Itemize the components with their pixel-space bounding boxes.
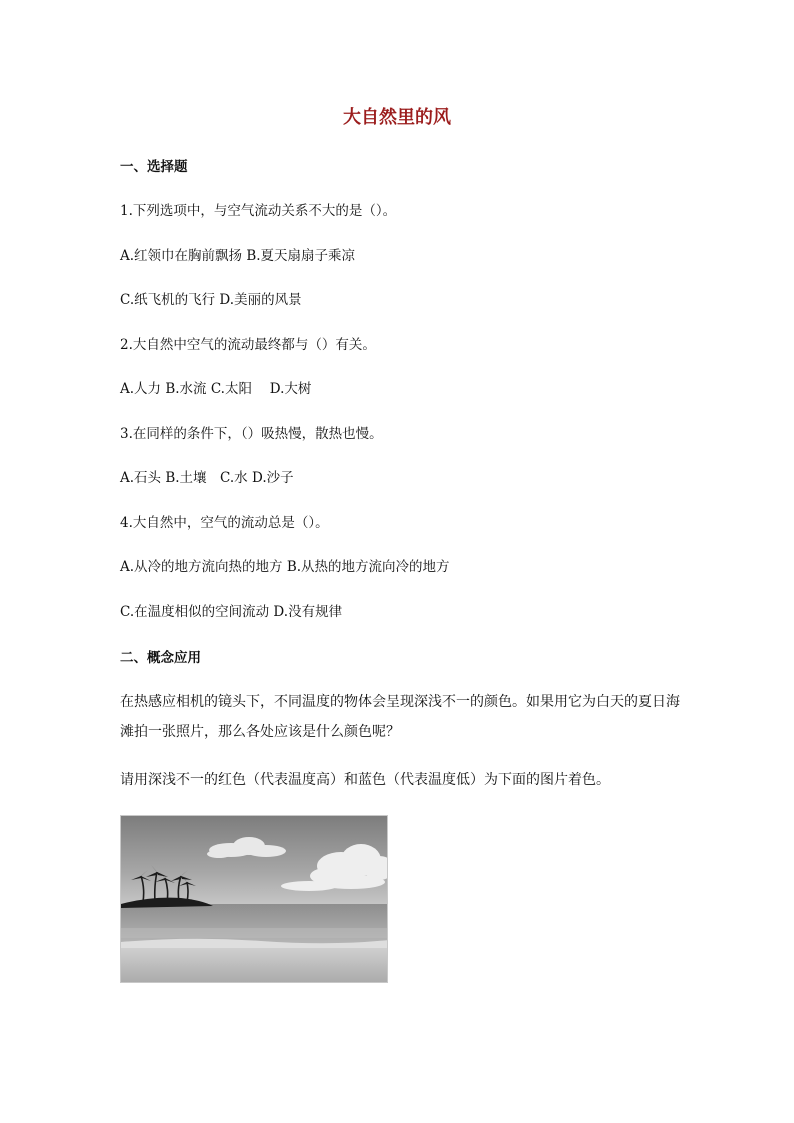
question-2-stem: 2.大自然中空气的流动最终都与（）有关。 (120, 337, 376, 353)
question-1-options-c-d: C.纸飞机的飞行 D.美丽的风景 (120, 292, 302, 308)
question-3-stem: 3.在同样的条件下，（）吸热慢，散热也慢。 (120, 426, 383, 442)
question-2-options: A.人力 B.水流 C.太阳 D.大树 (120, 381, 312, 397)
application-paragraph-2: 请用深浅不一的红色（代表温度高）和蓝色（代表温度低）为下面的图片着色。 (120, 772, 610, 788)
document-title: 大自然里的风 (343, 107, 451, 128)
question-1-options-a-b: A.红领巾在胸前飘扬 B.夏天扇扇子乘凉 (120, 248, 356, 264)
question-4-stem: 4.大自然中，空气的流动总是（）。 (120, 515, 329, 531)
beach-photo-illustration (121, 816, 388, 983)
section-heading-choice: 一、选择题 (120, 159, 188, 175)
question-1-stem: 1.下列选项中，与空气流动关系不大的是（）。 (120, 203, 397, 219)
section-heading-application: 二、概念应用 (120, 650, 201, 666)
question-4-options-a-b: A.从冷的地方流向热的地方 B.从热的地方流向冷的地方 (120, 559, 450, 575)
sea-shine (121, 928, 388, 938)
question-4-options-c-d: C.在温度相似的空间流动 D.没有规律 (120, 604, 343, 620)
beach-photo (120, 815, 388, 983)
sand (121, 948, 388, 983)
application-paragraph-1: 在热感应相机的镜头下，不同温度的物体会呈现深浅不一的颜色。如果用它为白天的夏日海滩拍一张照片，那么各处应该是什么颜色呢？ (120, 694, 680, 740)
question-3-options: A.石头 B.土壤 C.水 D.沙子 (120, 470, 294, 486)
